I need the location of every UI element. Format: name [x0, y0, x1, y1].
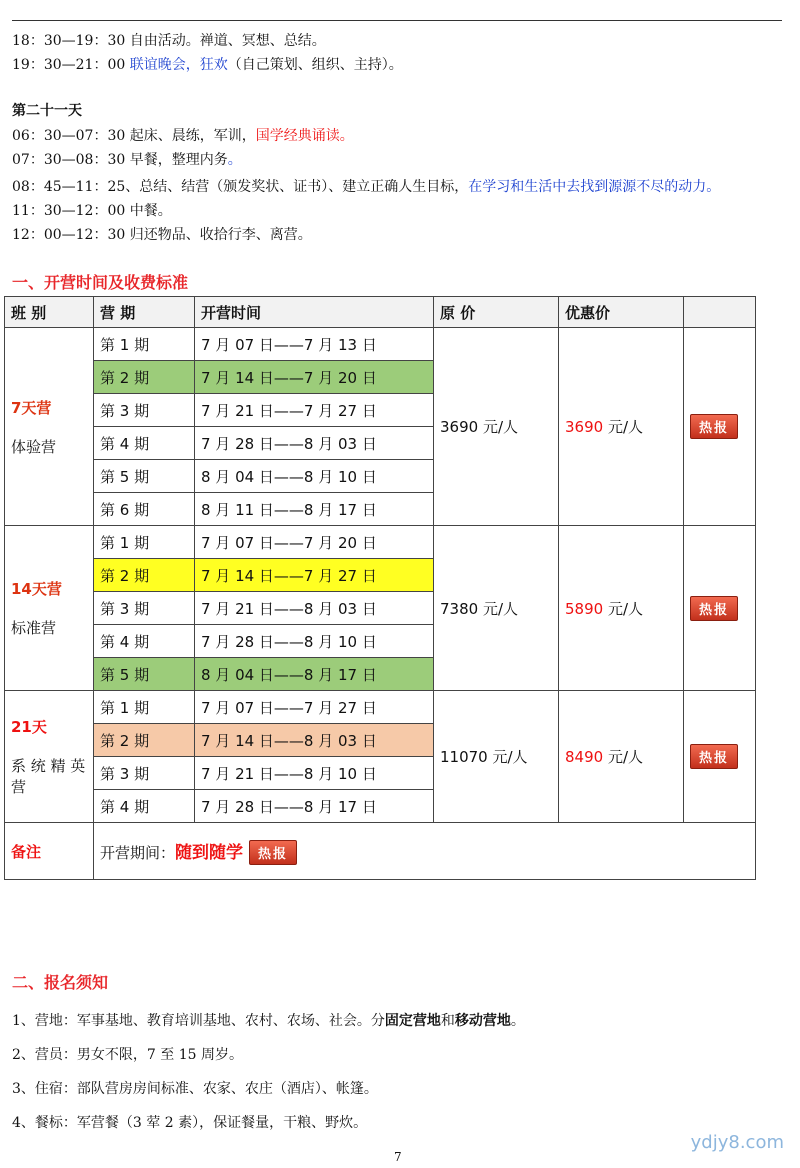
page-number: 7: [394, 1150, 402, 1164]
date-cell: 7 月 28 日——8 月 17 日: [195, 790, 434, 823]
camp-name-cell: [5, 691, 94, 823]
promo-price-cell: [559, 328, 684, 526]
orig-price-cell: 3690 元/人: [434, 328, 559, 526]
date-cell: 7 月 28 日——8 月 03 日: [195, 427, 434, 460]
note-label: 备注: [5, 823, 94, 880]
notice-pre: 2、营员：男女不限，7 至 15 周岁。: [12, 1047, 243, 1063]
date-cell: 7 月 21 日——7 月 27 日: [195, 394, 434, 427]
camp-name: 7天营: [11, 398, 52, 417]
camp-name: 21天: [11, 718, 47, 736]
day-item: [12, 224, 312, 244]
period-cell: 第 3 期: [94, 592, 195, 625]
notice-pre: 3、住宿：部队营房房间标准、农家、农庄（酒店）、帐篷。: [12, 1081, 378, 1097]
day-item-highlight: 在学习和生活中去找到源源不尽的动力。: [468, 179, 721, 195]
table-row: [5, 691, 756, 724]
period-cell: 第 1 期: [94, 526, 195, 559]
period-cell: 第 5 期: [94, 658, 195, 691]
hot-cell: [684, 328, 756, 526]
header-blank: [684, 297, 756, 328]
day-item: [12, 149, 242, 169]
fee-table-header: [5, 297, 756, 328]
promo-price-unit: 元/人: [603, 599, 644, 618]
period-cell: 第 4 期: [94, 790, 195, 823]
camp-name-cell: [5, 328, 94, 526]
note-text: 开营期间：: [100, 843, 176, 862]
notice-post: 。: [510, 1013, 525, 1029]
period-cell: 第 4 期: [94, 427, 195, 460]
schedule-text: 19：30—21：00: [12, 57, 130, 73]
period-cell: 第 2 期: [94, 724, 195, 757]
header-class: 班 别: [5, 297, 94, 328]
date-cell: 7 月 07 日——7 月 13 日: [195, 328, 434, 361]
hot-signup-button[interactable]: 热报: [690, 744, 738, 769]
date-cell: 7 月 21 日——8 月 03 日: [195, 592, 434, 625]
fee-table: [4, 296, 756, 880]
watermark: ydjy8.com: [690, 1132, 784, 1153]
hot-signup-button[interactable]: 热报: [690, 414, 738, 439]
header-promo-price: 优惠价: [559, 297, 684, 328]
notice-item: [12, 1044, 243, 1064]
date-cell: 8 月 04 日——8 月 17 日: [195, 658, 434, 691]
notice-pre: 4、餐标：军营餐（3 荤 2 素），保证餐量，干粮、野炊。: [12, 1115, 368, 1131]
orig-price-cell: 11070 元/人: [434, 691, 559, 823]
header-orig-price: 原 价: [434, 297, 559, 328]
promo-price-value: 8490: [565, 748, 604, 766]
fee-table-body: [5, 328, 756, 880]
date-cell: 8 月 11 日——8 月 17 日: [195, 493, 434, 526]
period-cell: 第 2 期: [94, 559, 195, 592]
hot-cell: [684, 526, 756, 691]
date-cell: 7 月 14 日——8 月 03 日: [195, 724, 434, 757]
period-cell: 第 3 期: [94, 757, 195, 790]
note-content: [94, 823, 756, 880]
camp-name-cell: [5, 526, 94, 691]
orig-price-cell: 7380 元/人: [434, 526, 559, 691]
schedule-line-2: [12, 54, 403, 74]
day-item: [12, 176, 720, 196]
day-item-highlight: 国学经典诵读。: [255, 128, 354, 144]
promo-price-unit: 元/人: [603, 418, 644, 436]
camp-subtitle: 系 统 精 英营: [11, 757, 86, 796]
notice-pre: 1、营地：军事基地、教育培训基地、农村、农场、社会。分: [12, 1013, 385, 1029]
hot-cell: [684, 691, 756, 823]
date-cell: 7 月 07 日——7 月 20 日: [195, 526, 434, 559]
header-dates: 开营时间: [195, 297, 434, 328]
date-cell: 7 月 14 日——7 月 20 日: [195, 361, 434, 394]
note-emphasis: 随到随学: [175, 842, 244, 863]
section-2-title: 二、报名须知: [12, 973, 109, 992]
header-period: 营 期: [94, 297, 195, 328]
top-rule: [12, 20, 782, 21]
notice-item: [12, 1010, 525, 1030]
period-cell: 第 6 期: [94, 493, 195, 526]
hot-signup-button[interactable]: 热报: [249, 840, 297, 865]
schedule-line-1: [12, 30, 326, 50]
period-cell: 第 5 期: [94, 460, 195, 493]
day-item: [12, 125, 354, 145]
notice-b2: 移动营地: [454, 1013, 511, 1029]
schedule-highlight: 联谊晚会，狂欢: [129, 57, 228, 73]
promo-price-value: 3690: [565, 418, 604, 436]
table-row: [5, 526, 756, 559]
section-1-title: 一、开营时间及收费标准: [12, 273, 189, 292]
period-cell: 第 3 期: [94, 394, 195, 427]
day-item: [12, 200, 172, 220]
period-cell: 第 4 期: [94, 625, 195, 658]
day-item-text: 08：45—11：25、总结、结营（颁发奖状、证书）、建立正确人生目标，: [12, 179, 469, 195]
promo-price-value: 5890: [565, 599, 604, 618]
date-cell: 8 月 04 日——8 月 10 日: [195, 460, 434, 493]
day-heading: 第二十一天: [12, 103, 82, 119]
day-item-text: 06：30—07：30 起床、晨练，军训，: [12, 128, 256, 144]
notice-item: [12, 1112, 367, 1132]
table-row: [5, 328, 756, 361]
camp-subtitle: 标准营: [11, 619, 57, 637]
schedule-text: （自己策划、组织、主持）。: [227, 57, 403, 73]
period-cell: 第 2 期: [94, 361, 195, 394]
period-cell: 第 1 期: [94, 328, 195, 361]
day-item-text: 11：30—12：00 中餐。: [12, 203, 172, 219]
date-cell: 7 月 28 日——8 月 10 日: [195, 625, 434, 658]
date-cell: 7 月 14 日——7 月 27 日: [195, 559, 434, 592]
day-item-text: 07：30—08：30 早餐，整理内务: [12, 152, 228, 168]
day-item-text: 12：00—12：30 归还物品、收拾行李、离营。: [12, 227, 312, 243]
schedule-text: 18：30—19：30 自由活动。禅道、冥想、总结。: [12, 33, 326, 49]
promo-price-unit: 元/人: [603, 748, 644, 766]
date-cell: 7 月 07 日——7 月 27 日: [195, 691, 434, 724]
notice-b1: 固定营地: [384, 1013, 441, 1029]
notice-item: [12, 1078, 378, 1098]
camp-subtitle: 体验营: [11, 437, 57, 456]
promo-price-cell: [559, 691, 684, 823]
period-cell: 第 1 期: [94, 691, 195, 724]
notice-mid: 和: [440, 1013, 455, 1029]
day-item-highlight: 。: [227, 152, 242, 168]
camp-name: 14天营: [11, 580, 62, 598]
date-cell: 7 月 21 日——8 月 10 日: [195, 757, 434, 790]
promo-price-cell: [559, 526, 684, 691]
note-row: [5, 823, 756, 880]
hot-signup-button[interactable]: 热报: [690, 596, 738, 621]
